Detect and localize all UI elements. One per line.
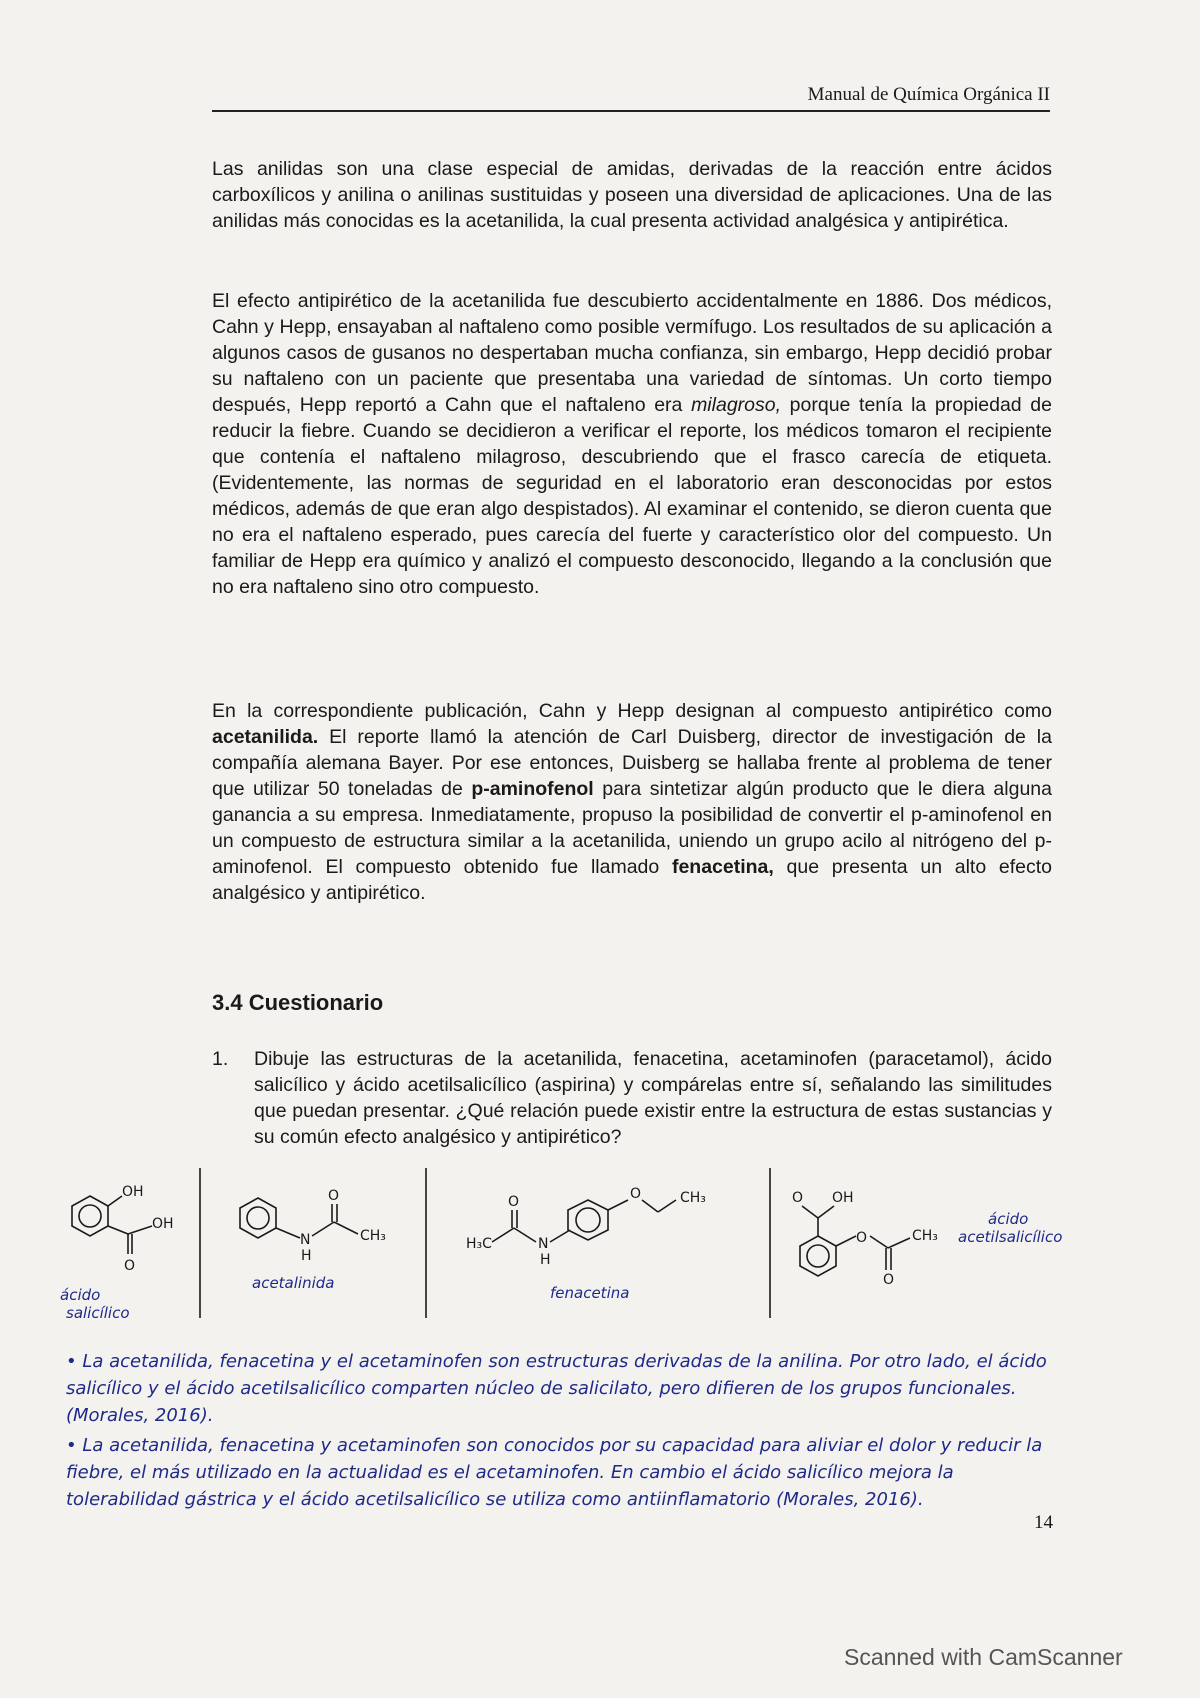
salicylic-acid-structure <box>72 1196 152 1254</box>
bold-acetanilida: acetanilida. <box>212 726 319 748</box>
atom-label: O <box>630 1186 642 1202</box>
label-salicylic-1: ácido <box>60 1286 101 1304</box>
atom-label: N <box>538 1236 549 1252</box>
label-aspirin-1: ácido <box>988 1210 1029 1228</box>
atom-label: OH <box>122 1184 144 1200</box>
atom-label: O <box>856 1230 868 1246</box>
atom-label: N <box>300 1232 311 1248</box>
bold-fenacetina: fenacetina, <box>671 856 774 878</box>
text-span: para sintetizar algún producto que le diera alguna ganancia a su empresa. Inmediatamente, propuso la posibilidad de convertir el p-aminofenol en un compuesto de estructura similar a la acetanilida, uniendo un grupo acilo al nitrógeno del p-aminofenol. El compuesto obtenido fue llamado <box>212 778 1052 878</box>
atom-label: CH₃ <box>912 1228 938 1244</box>
scanner-watermark: Scanned with CamScanner <box>844 1644 1123 1670</box>
text-span: porque tenía la propiedad de reducir la fiebre. Cuando se decidieron a verificar el reporte, los médicos tomaron el recipiente que contenía el naftaleno milagroso, descubriendo que el frasco carecía de etiqueta. (Evidentemente, las normas de seguridad en el laboratorio eran desconocidas por estos médicos, además de que eran algo despistados). Al examinar el contenido, se dieron cuenta que no era el naftaleno esperado, pues carecía del fuerte y característico olor del compuesto. Un familiar de Hepp era químico y analizó el compuesto desconocido, llegando a la conclusión que no era naftaleno sino otro compuesto. <box>212 394 1052 598</box>
atom-label: H <box>540 1252 551 1268</box>
bold-p-aminofenol: p-aminofenol <box>471 778 594 800</box>
atom-label: O <box>328 1188 340 1204</box>
label-phenacetin: fenacetina <box>550 1284 630 1302</box>
chemical-structures-drawing <box>40 1168 1130 1338</box>
text-span: En la correspondiente publicación, Cahn y Hepp designan al compuesto antipirético como <box>212 700 1052 722</box>
atom-label: OH <box>832 1190 854 1206</box>
text-span: El efecto antipirético de la acetanilida fue descubierto accidentalmente en 1886. Dos médicos, Cahn y Hepp, ensayaban al naftaleno como posible vermífugo. Los resultados de su aplicación a algunos casos de gusanos no despertaban mucha confianza, sin embargo, Hepp decidió probar su naftaleno con un paciente que presentaba una variedad de síntomas. Un corto tiempo después, Hepp reportó a Cahn que el naftaleno era <box>212 290 1052 416</box>
emphasis-milagroso: milagroso, <box>691 394 782 416</box>
text-span: que presenta un alto efecto analgésico y antipirético. <box>212 856 1052 904</box>
atom-label: O <box>508 1194 520 1210</box>
label-aspirin-2: acetilsalicílico <box>958 1228 1063 1246</box>
atom-label: O <box>883 1272 895 1288</box>
atom-label: OH <box>152 1216 174 1232</box>
atom-label: CH₃ <box>680 1190 706 1206</box>
paragraph-history <box>212 288 1052 600</box>
running-header: Manual de Química Orgánica II <box>212 84 1050 112</box>
atom-label: O <box>124 1258 136 1274</box>
paragraph-bayer <box>212 698 1052 906</box>
question-number: 1. <box>212 1048 229 1070</box>
acetanilide-structure <box>240 1198 358 1238</box>
label-salicylic-2: salicílico <box>66 1304 130 1322</box>
page-number: 14 <box>1034 1512 1053 1533</box>
atom-label: H₃C <box>466 1236 492 1252</box>
handwritten-note-2: • La acetanilida, fenacetina y acetaminofen son conocidos por su capacidad para aliviar el dolor y reducir la fiebre, el más utilizado en la actualidad es el acetaminofen. En cambio el ácido salicílico mejora la tolerabilidad gástrica y el ácido acetilsalicílico se utiliza como antiinflamatorio (Morales, 2016). <box>66 1435 1043 1510</box>
paragraph-anilides: Las anilidas son una clase especial de amidas, derivadas de la reacción entre ácidos carboxílicos y anilina o anilinas sustituidas y poseen una diversidad de aplicaciones. Una de las anilidas más conocidas es la acetanilida, la cual presenta actividad analgésica y antipirética. <box>212 158 1052 232</box>
question-text: Dibuje las estructuras de la acetanilida, fenacetina, acetaminofen (paracetamol), ácido salicílico y ácido acetilsalicílico (aspirina) y compárelas entre sí, señalando las similitudes que puedan presentar. ¿Qué relación puede existir entre la estructura de estas sustancias y su común efecto analgésico y antipirético? <box>254 1048 1052 1148</box>
text-span: El reporte llamó la atención de Carl Duisberg, director de investigación de la compañía alemana Bayer. Por ese entonces, Duisberg se hallaba frente al problema de tener que utilizar 50 toneladas de <box>212 726 1052 800</box>
atom-label: CH₃ <box>360 1228 386 1244</box>
label-acetanilide: acetalinida <box>252 1274 335 1292</box>
atom-label: H <box>301 1248 312 1264</box>
atom-label: O <box>792 1190 804 1206</box>
section-title: 3.4 Cuestionario <box>212 990 384 1015</box>
handwritten-note-1: • La acetanilida, fenacetina y el acetaminofen son estructuras derivadas de la anilina. Por otro lado, el ácido salicílico y el ácido acetilsalicílico comparten núcleo de salicilato, pero difieren de los grupos funcionales. (Morales, 2016). <box>66 1351 1047 1426</box>
phenacetin-structure <box>492 1200 676 1242</box>
aspirin-structure <box>800 1206 910 1276</box>
